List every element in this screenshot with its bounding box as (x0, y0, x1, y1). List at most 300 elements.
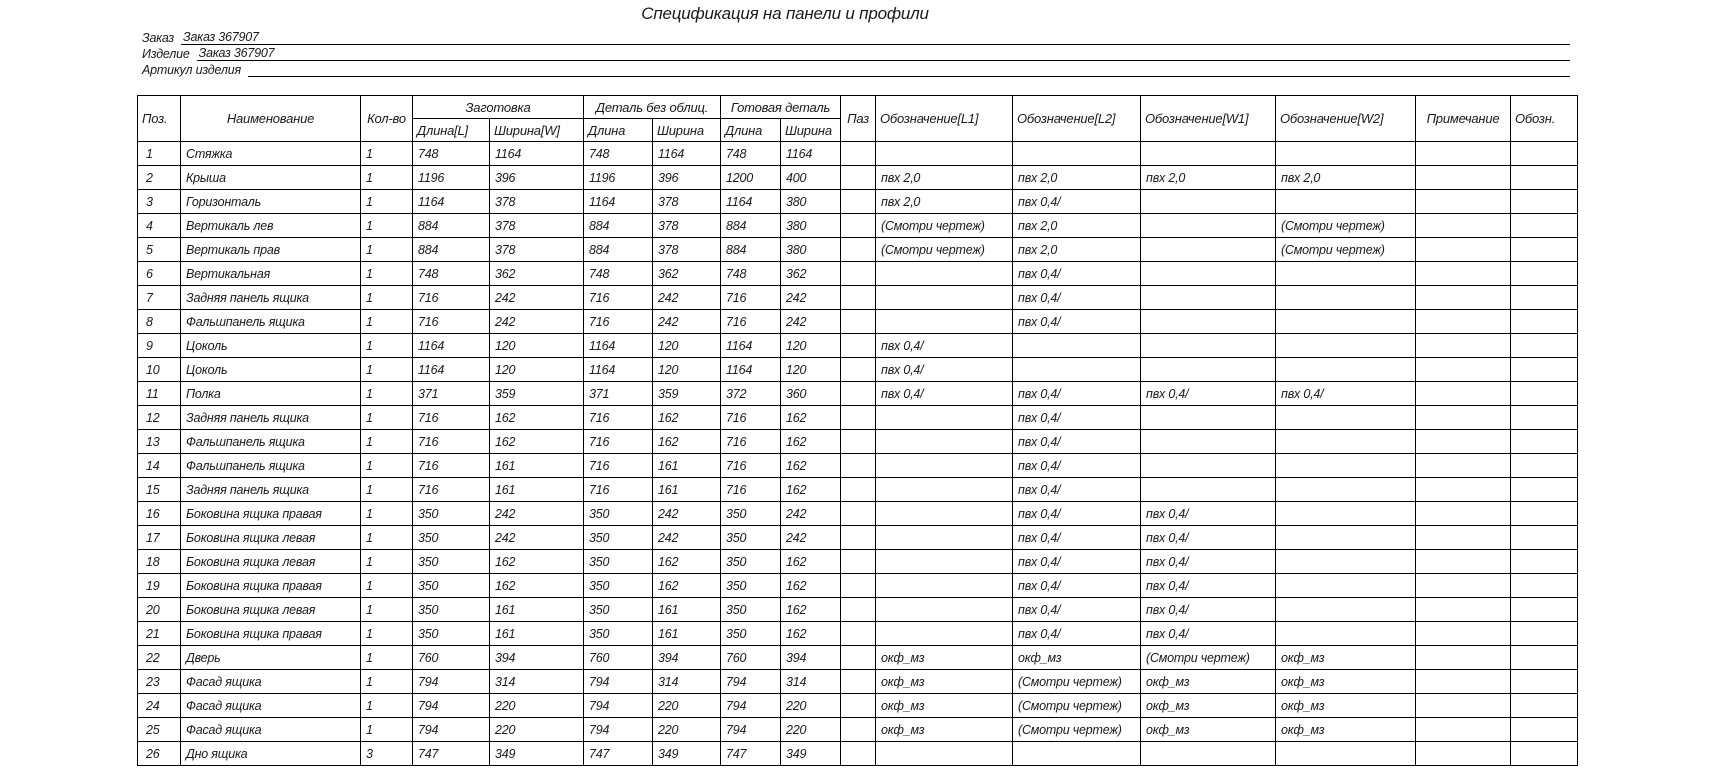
table-row (138, 286, 1578, 310)
cell-designation-w2: пвх 0,4/ (1276, 382, 1416, 406)
cell-pos: 11 (138, 382, 181, 406)
cell-note (1416, 406, 1511, 430)
cell-designation-w2: окф_мз (1276, 670, 1416, 694)
cell-blank-width: 242 (490, 502, 584, 526)
cell-finished-length: 350 (721, 550, 781, 574)
cell-blank-length: 350 (413, 574, 490, 598)
cell-designation-w1: пвх 0,4/ (1141, 598, 1276, 622)
cell-note (1416, 454, 1511, 478)
cell-name: Вертикальная (181, 262, 361, 286)
cell-note (1416, 238, 1511, 262)
cell-unfaced-length: 794 (584, 694, 653, 718)
header-qty: Кол-во (361, 96, 413, 142)
cell-designation-w1 (1141, 310, 1276, 334)
cell-qty: 1 (361, 430, 413, 454)
cell-name: Задняя панель ящика (181, 286, 361, 310)
table-row (138, 142, 1578, 166)
cell-blank-length: 794 (413, 718, 490, 742)
cell-groove (841, 334, 876, 358)
cell-finished-length: 350 (721, 502, 781, 526)
cell-name: Фасад ящика (181, 718, 361, 742)
header-note: Примечание (1416, 96, 1511, 142)
cell-designation-l2: пвх 2,0 (1013, 166, 1141, 190)
cell-blank-width: 1164 (490, 142, 584, 166)
cell-groove (841, 550, 876, 574)
cell-designation-w2 (1276, 574, 1416, 598)
table-row (138, 478, 1578, 502)
cell-note (1416, 286, 1511, 310)
cell-qty: 1 (361, 718, 413, 742)
meta-row-order (142, 29, 1570, 45)
cell-blank-width: 378 (490, 238, 584, 262)
cell-groove (841, 262, 876, 286)
cell-designation-l1 (876, 454, 1013, 478)
cell-pos: 6 (138, 262, 181, 286)
spec-table (137, 95, 1578, 766)
cell-pos: 5 (138, 238, 181, 262)
cell-designation-w2 (1276, 190, 1416, 214)
table-row (138, 334, 1578, 358)
header-group-finished: Готовая деталь (721, 96, 841, 119)
cell-groove (841, 718, 876, 742)
cell-groove (841, 190, 876, 214)
cell-qty: 1 (361, 622, 413, 646)
cell-note (1416, 502, 1511, 526)
table-row (138, 166, 1578, 190)
cell-finished-length: 884 (721, 214, 781, 238)
cell-designation-w1 (1141, 334, 1276, 358)
cell-note (1416, 526, 1511, 550)
cell-designation-l1 (876, 598, 1013, 622)
cell-designation-l1: пвх 2,0 (876, 166, 1013, 190)
cell-finished-width: 162 (781, 406, 841, 430)
cell-designation-l2: пвх 0,4/ (1013, 526, 1141, 550)
cell-unfaced-length: 1164 (584, 190, 653, 214)
cell-designation-l2: пвх 0,4/ (1013, 502, 1141, 526)
cell-finished-length: 748 (721, 262, 781, 286)
cell-designation-w1: окф_мз (1141, 670, 1276, 694)
cell-groove (841, 286, 876, 310)
cell-designation-w1: (Смотри чертеж) (1141, 646, 1276, 670)
cell-unfaced-length: 748 (584, 262, 653, 286)
cell-designation-l1: пвх 0,4/ (876, 358, 1013, 382)
cell-unfaced-width: 378 (653, 190, 721, 214)
cell-blank-length: 748 (413, 142, 490, 166)
article-label: Артикул изделия (142, 63, 241, 77)
cell-pos: 10 (138, 358, 181, 382)
table-row (138, 694, 1578, 718)
cell-sign (1511, 742, 1578, 766)
header-pos: Поз. (138, 96, 181, 142)
cell-designation-l1: пвх 2,0 (876, 190, 1013, 214)
cell-pos: 20 (138, 598, 181, 622)
cell-sign (1511, 334, 1578, 358)
cell-finished-width: 242 (781, 502, 841, 526)
cell-sign (1511, 214, 1578, 238)
cell-unfaced-length: 350 (584, 526, 653, 550)
cell-designation-l1 (876, 742, 1013, 766)
cell-blank-length: 350 (413, 526, 490, 550)
cell-qty: 1 (361, 670, 413, 694)
cell-blank-width: 220 (490, 718, 584, 742)
cell-designation-l1 (876, 550, 1013, 574)
cell-designation-w1 (1141, 214, 1276, 238)
cell-unfaced-length: 747 (584, 742, 653, 766)
cell-pos: 18 (138, 550, 181, 574)
cell-designation-l2: (Смотри чертеж) (1013, 718, 1141, 742)
cell-blank-length: 747 (413, 742, 490, 766)
cell-qty: 1 (361, 598, 413, 622)
cell-unfaced-width: 349 (653, 742, 721, 766)
header-designation-l2: Обозначение[L2] (1013, 96, 1141, 142)
cell-qty: 1 (361, 238, 413, 262)
cell-pos: 8 (138, 310, 181, 334)
product-label: Изделие (142, 47, 190, 61)
cell-note (1416, 262, 1511, 286)
cell-unfaced-width: 161 (653, 622, 721, 646)
cell-sign (1511, 526, 1578, 550)
cell-qty: 1 (361, 550, 413, 574)
header-name: Наименование (181, 96, 361, 142)
table-row (138, 502, 1578, 526)
header-blank-width: Ширина[W] (490, 119, 584, 142)
cell-qty: 1 (361, 382, 413, 406)
cell-pos: 15 (138, 478, 181, 502)
cell-unfaced-width: 242 (653, 502, 721, 526)
cell-designation-w2 (1276, 598, 1416, 622)
product-field: Заказ 367907 (197, 46, 1570, 61)
cell-sign (1511, 454, 1578, 478)
cell-designation-w1: окф_мз (1141, 718, 1276, 742)
table-row (138, 406, 1578, 430)
cell-qty: 1 (361, 502, 413, 526)
cell-unfaced-length: 350 (584, 502, 653, 526)
cell-blank-width: 161 (490, 454, 584, 478)
cell-designation-w1: пвх 0,4/ (1141, 502, 1276, 526)
cell-unfaced-length: 350 (584, 622, 653, 646)
cell-finished-length: 716 (721, 454, 781, 478)
cell-unfaced-width: 378 (653, 214, 721, 238)
cell-pos: 14 (138, 454, 181, 478)
cell-unfaced-width: 161 (653, 598, 721, 622)
cell-sign (1511, 718, 1578, 742)
cell-sign (1511, 598, 1578, 622)
cell-blank-length: 371 (413, 382, 490, 406)
cell-name: Боковина ящика левая (181, 550, 361, 574)
cell-name: Фасад ящика (181, 694, 361, 718)
cell-blank-width: 162 (490, 430, 584, 454)
table-row (138, 190, 1578, 214)
cell-blank-width: 359 (490, 382, 584, 406)
header-designation-w2: Обозначение[W2] (1276, 96, 1416, 142)
cell-designation-l2: пвх 0,4/ (1013, 382, 1141, 406)
cell-finished-length: 716 (721, 310, 781, 334)
cell-qty: 1 (361, 166, 413, 190)
cell-name: Полка (181, 382, 361, 406)
cell-groove (841, 166, 876, 190)
cell-name: Боковина ящика левая (181, 598, 361, 622)
cell-blank-length: 350 (413, 550, 490, 574)
cell-note (1416, 334, 1511, 358)
cell-blank-width: 220 (490, 694, 584, 718)
cell-qty: 1 (361, 142, 413, 166)
cell-blank-length: 884 (413, 214, 490, 238)
table-row (138, 550, 1578, 574)
cell-blank-width: 162 (490, 574, 584, 598)
cell-unfaced-length: 884 (584, 238, 653, 262)
cell-unfaced-length: 1164 (584, 334, 653, 358)
cell-finished-width: 380 (781, 238, 841, 262)
cell-note (1416, 310, 1511, 334)
cell-name: Цоколь (181, 358, 361, 382)
cell-unfaced-length: 716 (584, 406, 653, 430)
cell-designation-w1: пвх 2,0 (1141, 166, 1276, 190)
cell-designation-l2: пвх 0,4/ (1013, 598, 1141, 622)
cell-sign (1511, 142, 1578, 166)
cell-pos: 25 (138, 718, 181, 742)
cell-unfaced-length: 716 (584, 286, 653, 310)
cell-finished-width: 220 (781, 694, 841, 718)
cell-note (1416, 190, 1511, 214)
cell-note (1416, 142, 1511, 166)
cell-name: Крыша (181, 166, 361, 190)
cell-blank-length: 350 (413, 502, 490, 526)
cell-finished-width: 242 (781, 286, 841, 310)
cell-finished-length: 1164 (721, 190, 781, 214)
cell-designation-l2 (1013, 334, 1141, 358)
cell-blank-length: 1196 (413, 166, 490, 190)
cell-pos: 1 (138, 142, 181, 166)
cell-name: Боковина ящика левая (181, 526, 361, 550)
cell-finished-width: 314 (781, 670, 841, 694)
header-unfaced-length: Длина (584, 119, 653, 142)
cell-unfaced-length: 350 (584, 598, 653, 622)
cell-designation-l1 (876, 574, 1013, 598)
cell-note (1416, 358, 1511, 382)
cell-blank-width: 162 (490, 406, 584, 430)
cell-designation-l2 (1013, 358, 1141, 382)
cell-designation-l1: (Смотри чертеж) (876, 214, 1013, 238)
cell-pos: 21 (138, 622, 181, 646)
cell-designation-l2: пвх 0,4/ (1013, 622, 1141, 646)
cell-designation-l2: пвх 0,4/ (1013, 478, 1141, 502)
cell-sign (1511, 262, 1578, 286)
cell-groove (841, 694, 876, 718)
cell-blank-length: 716 (413, 310, 490, 334)
cell-qty: 3 (361, 742, 413, 766)
cell-pos: 16 (138, 502, 181, 526)
cell-blank-length: 1164 (413, 334, 490, 358)
cell-designation-l2: окф_мз (1013, 646, 1141, 670)
cell-blank-width: 394 (490, 646, 584, 670)
cell-sign (1511, 550, 1578, 574)
cell-designation-l1: окф_мз (876, 718, 1013, 742)
cell-finished-length: 716 (721, 478, 781, 502)
cell-finished-length: 884 (721, 238, 781, 262)
cell-name: Боковина ящика правая (181, 622, 361, 646)
cell-finished-length: 716 (721, 406, 781, 430)
cell-designation-w2: окф_мз (1276, 718, 1416, 742)
meta-row-product (142, 45, 1570, 61)
cell-designation-l1: (Смотри чертеж) (876, 238, 1013, 262)
cell-qty: 1 (361, 334, 413, 358)
cell-finished-length: 748 (721, 142, 781, 166)
cell-designation-w1 (1141, 262, 1276, 286)
cell-designation-l2: пвх 0,4/ (1013, 190, 1141, 214)
cell-designation-l2 (1013, 742, 1141, 766)
cell-pos: 19 (138, 574, 181, 598)
page-title: Спецификация на панели и профили (641, 4, 929, 23)
cell-name: Дверь (181, 646, 361, 670)
cell-note (1416, 718, 1511, 742)
table-row (138, 670, 1578, 694)
cell-name: Дно ящика (181, 742, 361, 766)
cell-finished-length: 350 (721, 622, 781, 646)
cell-unfaced-length: 716 (584, 430, 653, 454)
cell-pos: 12 (138, 406, 181, 430)
cell-blank-width: 242 (490, 286, 584, 310)
header-designation-w1: Обозначение[W1] (1141, 96, 1276, 142)
header-unfaced-width: Ширина (653, 119, 721, 142)
cell-finished-width: 162 (781, 454, 841, 478)
table-row (138, 262, 1578, 286)
cell-sign (1511, 478, 1578, 502)
cell-blank-length: 350 (413, 598, 490, 622)
cell-name: Боковина ящика правая (181, 574, 361, 598)
cell-designation-w1: пвх 0,4/ (1141, 526, 1276, 550)
cell-blank-width: 314 (490, 670, 584, 694)
cell-finished-length: 716 (721, 430, 781, 454)
table-row (138, 214, 1578, 238)
cell-designation-l2: пвх 0,4/ (1013, 454, 1141, 478)
cell-groove (841, 406, 876, 430)
cell-blank-length: 760 (413, 646, 490, 670)
cell-blank-length: 1164 (413, 190, 490, 214)
cell-qty: 1 (361, 454, 413, 478)
cell-designation-w2: окф_мз (1276, 646, 1416, 670)
cell-designation-w2 (1276, 406, 1416, 430)
cell-groove (841, 574, 876, 598)
cell-unfaced-width: 161 (653, 454, 721, 478)
cell-unfaced-width: 162 (653, 550, 721, 574)
cell-finished-length: 747 (721, 742, 781, 766)
cell-unfaced-width: 242 (653, 526, 721, 550)
header-groove: Паз (841, 96, 876, 142)
header-group-unfaced: Деталь без облиц. (584, 96, 721, 119)
cell-finished-width: 162 (781, 430, 841, 454)
cell-designation-l2: пвх 0,4/ (1013, 262, 1141, 286)
cell-unfaced-width: 220 (653, 694, 721, 718)
cell-groove (841, 670, 876, 694)
cell-designation-l2: пвх 2,0 (1013, 238, 1141, 262)
cell-designation-w2: (Смотри чертеж) (1276, 238, 1416, 262)
cell-blank-width: 242 (490, 310, 584, 334)
cell-designation-w2 (1276, 358, 1416, 382)
cell-unfaced-length: 716 (584, 454, 653, 478)
cell-groove (841, 742, 876, 766)
cell-designation-w1: окф_мз (1141, 694, 1276, 718)
cell-blank-length: 794 (413, 694, 490, 718)
cell-unfaced-width: 378 (653, 238, 721, 262)
table-row (138, 382, 1578, 406)
cell-finished-length: 794 (721, 718, 781, 742)
cell-designation-w1 (1141, 478, 1276, 502)
cell-groove (841, 622, 876, 646)
cell-pos: 24 (138, 694, 181, 718)
cell-finished-length: 350 (721, 574, 781, 598)
cell-designation-w2 (1276, 622, 1416, 646)
article-field (248, 62, 1570, 77)
cell-designation-l2: пвх 0,4/ (1013, 574, 1141, 598)
header-sign: Обозн. (1511, 96, 1578, 142)
cell-blank-width: 162 (490, 550, 584, 574)
cell-qty: 1 (361, 694, 413, 718)
cell-finished-width: 120 (781, 334, 841, 358)
cell-note (1416, 166, 1511, 190)
cell-finished-length: 760 (721, 646, 781, 670)
cell-unfaced-length: 794 (584, 670, 653, 694)
cell-blank-length: 716 (413, 406, 490, 430)
cell-unfaced-width: 314 (653, 670, 721, 694)
cell-finished-width: 1164 (781, 142, 841, 166)
cell-name: Фальшпанель ящика (181, 454, 361, 478)
cell-sign (1511, 382, 1578, 406)
cell-note (1416, 214, 1511, 238)
cell-note (1416, 622, 1511, 646)
cell-designation-l2: пвх 2,0 (1013, 214, 1141, 238)
cell-qty: 1 (361, 646, 413, 670)
table-row (138, 238, 1578, 262)
cell-designation-w1 (1141, 454, 1276, 478)
table-row (138, 358, 1578, 382)
cell-designation-w2 (1276, 478, 1416, 502)
header-blank-length: Длина[L] (413, 119, 490, 142)
cell-sign (1511, 694, 1578, 718)
cell-unfaced-width: 359 (653, 382, 721, 406)
cell-sign (1511, 358, 1578, 382)
cell-unfaced-width: 242 (653, 286, 721, 310)
cell-designation-l1: окф_мз (876, 646, 1013, 670)
cell-designation-l2 (1013, 142, 1141, 166)
cell-groove (841, 214, 876, 238)
table-row (138, 622, 1578, 646)
cell-pos: 17 (138, 526, 181, 550)
cell-designation-l2: пвх 0,4/ (1013, 406, 1141, 430)
table-row (138, 454, 1578, 478)
cell-finished-width: 400 (781, 166, 841, 190)
cell-note (1416, 598, 1511, 622)
cell-unfaced-width: 362 (653, 262, 721, 286)
cell-qty: 1 (361, 526, 413, 550)
cell-name: Фасад ящика (181, 670, 361, 694)
cell-blank-length: 748 (413, 262, 490, 286)
cell-note (1416, 742, 1511, 766)
cell-name: Задняя панель ящика (181, 406, 361, 430)
cell-unfaced-width: 162 (653, 406, 721, 430)
cell-blank-width: 120 (490, 334, 584, 358)
cell-groove (841, 478, 876, 502)
cell-qty: 1 (361, 406, 413, 430)
cell-designation-w1 (1141, 190, 1276, 214)
cell-sign (1511, 406, 1578, 430)
cell-finished-width: 162 (781, 574, 841, 598)
table-row (138, 526, 1578, 550)
cell-groove (841, 454, 876, 478)
cell-finished-length: 1164 (721, 334, 781, 358)
cell-designation-l1: пвх 0,4/ (876, 382, 1013, 406)
cell-unfaced-width: 120 (653, 334, 721, 358)
cell-designation-w2 (1276, 742, 1416, 766)
